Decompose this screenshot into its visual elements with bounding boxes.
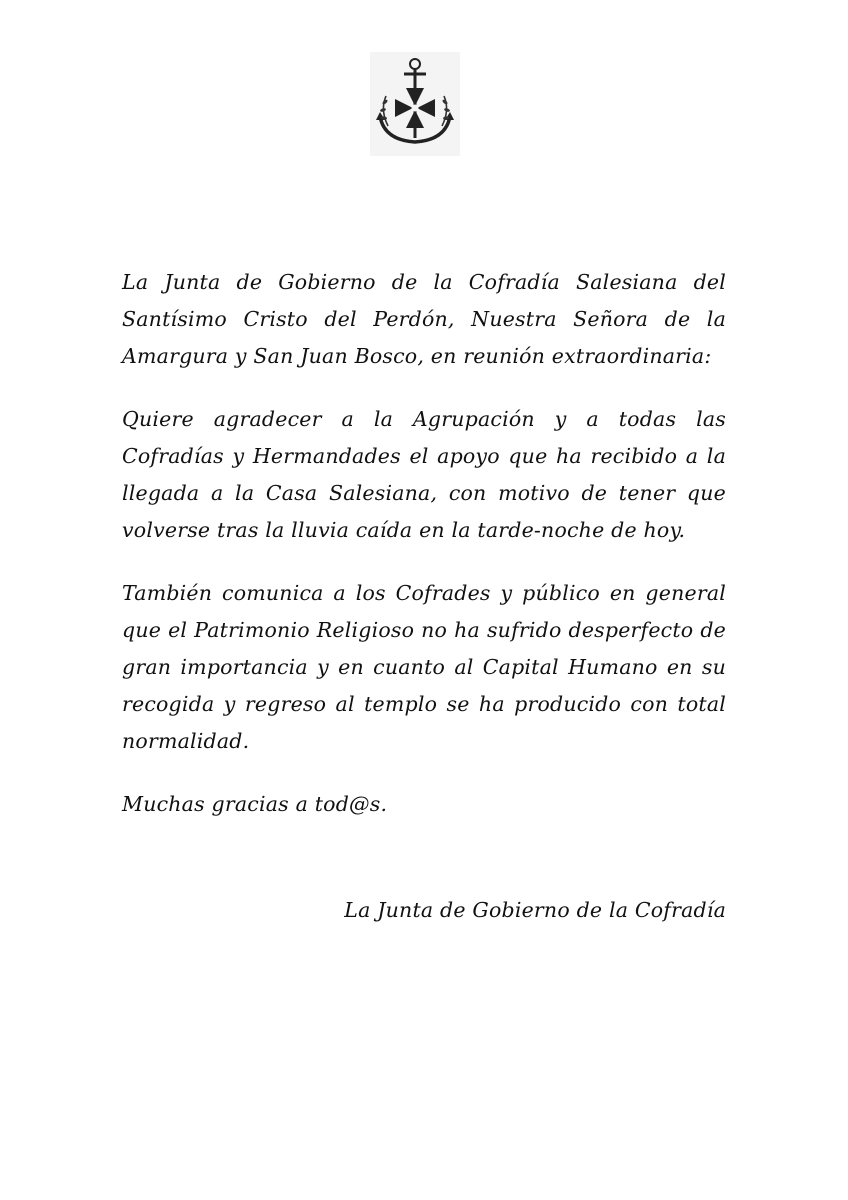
paragraph-thanks: Quiere agradecer a la Agrupación y a todas las Cofradías y Hermandades el apoyo que ha recibido a la llegada a la Casa Salesiana, con motivo de tener que volverse tras la lluvia caída en la tarde-noche de hoy. xyxy=(122,407,726,542)
paragraph-closing: Muchas gracias a tod@s. xyxy=(122,792,388,816)
paragraph-intro: La Junta de Gobierno de la Cofradía Salesiana del Santísimo Cristo del Perdón, Nuestra Señora de la Amargura y San Juan Bosco, en reunión extraordinaria: xyxy=(122,270,726,368)
signature: La Junta de Gobierno de la Cofradía xyxy=(344,898,726,922)
anchor-cross-emblem-icon xyxy=(370,52,460,156)
cofradia-emblem xyxy=(370,52,460,156)
letter-body xyxy=(122,264,726,849)
paragraph-status: También comunica a los Cofrades y público en general que el Patrimonio Religioso no ha sufrido desperfecto de gran importancia y en cuanto al Capital Humano en su recogida y regreso al templo se ha producido con total normalidad. xyxy=(122,581,726,753)
